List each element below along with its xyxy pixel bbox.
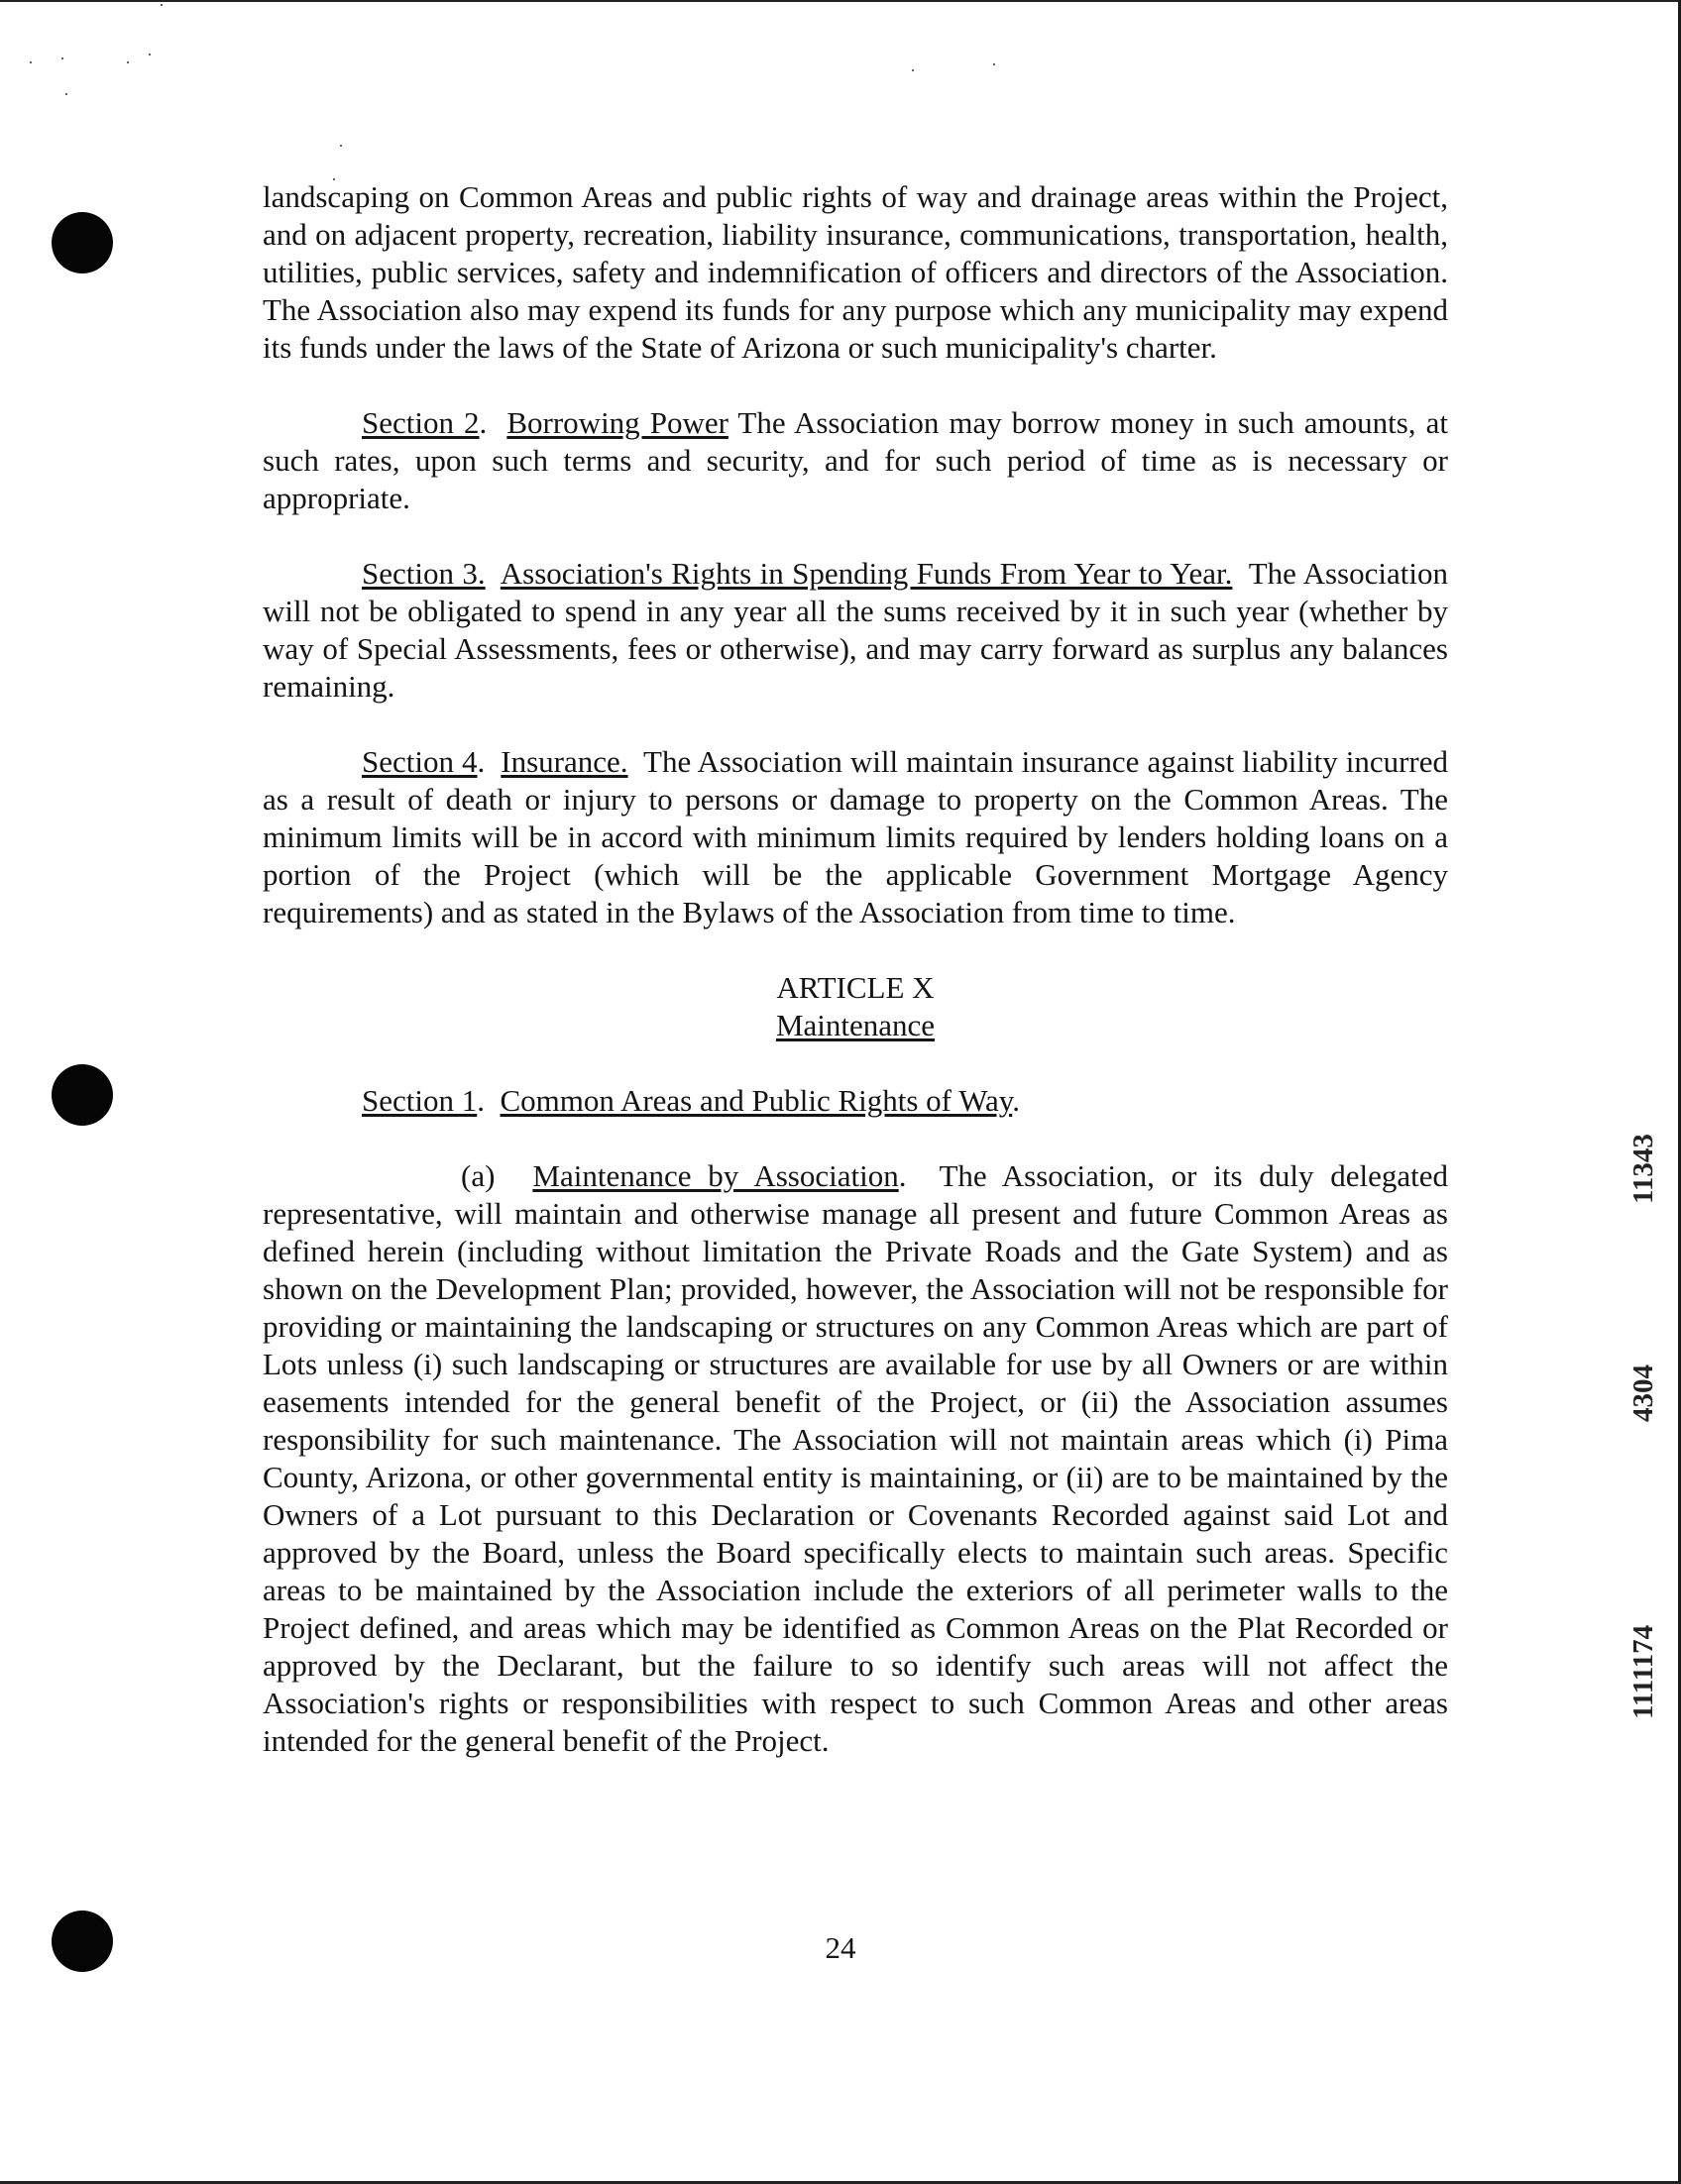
page-edge-top	[0, 0, 1681, 2]
margin-recording-stamp-middle: 4304	[1627, 1365, 1659, 1422]
article-section-1-label: Section 1	[362, 1083, 478, 1118]
scan-speck	[61, 57, 63, 59]
scan-speck	[340, 145, 342, 147]
section-4-body: The Association will maintain insurance against liability incurred as a result of death or injury to persons or damage to property on the Common Areas. The minimum limits will be in accord with minimum limits required by lenders holding loans on a portion of the Project (which will be the applicable Government Mortgage Agency requirements) and as stated in the Bylaws of the Association from time to time.	[263, 744, 1448, 929]
section-3-paragraph	[263, 555, 1448, 706]
article-section-1-heading: Section 1. Common Areas and Public Rights of Way.	[362, 1083, 1020, 1118]
document-body	[263, 178, 1448, 1760]
section-4-title: Insurance.	[501, 744, 628, 779]
section-3-title: Association's Rights in Spending Funds From Year to Year.	[500, 556, 1233, 591]
section-4-label: Section 4	[362, 744, 478, 779]
section-3-label: Section 3.	[362, 556, 486, 591]
scan-speck	[30, 61, 32, 63]
subsection-a-title: Maintenance by Association	[532, 1158, 899, 1193]
scan-speck	[161, 4, 163, 6]
paragraph-continuation: landscaping on Common Areas and public rights of way and drainage areas within the Project, and on adjacent property, recreation, liability insurance, communications, transportation, health, utilities, public services, safety and indemnification of officers and directors of the Association. The Association also may expend its funds for any purpose which any municipality may expend its funds under the laws of the State of Arizona or such municipality's charter.	[263, 179, 1448, 365]
article-section-1-title: Common Areas and Public Rights of Way	[500, 1083, 1013, 1118]
subsection-a-body: The Association, or its duly delegated representative, will maintain and otherwise manage all present and future Common Areas as defined herein (including without limitation the Private Roads and the Gate System) and as shown on the Development Plan; provided, however, the Association will not be responsible for providing or maintaining the landscaping or structures on any Common Areas which are part of Lots unless (i) such landscaping or structures are available for use by all Owners or are within easements intended for the general benefit of the Project, or (ii) the Association assumes responsibility for such maintenance. The Association will not maintain areas which (i) Pima County, Arizona, or other governmental entity is maintaining, or (ii) are to be maintained by the Owners of a Lot pursuant to this Declaration or Covenants Recorded against said Lot and approved by the Board, unless the Board specifically elects to maintain such areas. Specific areas to be maintained by the Association include the exteriors of all perimeter walls to the Project defined, and areas which may be identified as Common Areas on the Plat Recorded or approved by the Declarant, but the failure to so identify such areas will not affect the Association's rights or responsibilities with respect to such Common Areas and other areas intended for the general benefit of the Project.	[263, 1158, 1448, 1758]
scan-speck	[912, 69, 914, 71]
page-number: 24	[825, 1930, 856, 1965]
scan-speck	[149, 54, 151, 55]
section-4-paragraph: Section 4. Insurance. The Association will maintain insurance against liability incurred as a result of death or injury to persons or damage to property on the Common Areas. The minimum limits will be in accord with minimum limits required by lenders holding loans on a portion of the Project (which will be the applicable Government Mortgage Agency requirements) and as stated in the Bylaws of the Association from time to time.	[263, 744, 1448, 929]
section-3-body: The Association will not be obligated to spend in any year all the sums received by it in such year (whether by way of Special Assessments, fees or otherwise), and may carry forward as surplus any balances remaining.	[263, 556, 1448, 704]
section-2-label: Section 2	[362, 405, 480, 440]
margin-recording-stamp-upper: 11343	[1627, 1134, 1659, 1204]
article-subheading: Maintenance	[775, 1008, 936, 1042]
article-heading: ARTICLE X	[776, 970, 935, 1005]
subsection-a-paragraph: (a) Maintenance by Association. The Association, or its duly delegated representative, will maintain and otherwise manage all present and future Common Areas as defined herein (including without limitation the Private Roads and the Gate System) and as shown on the Development Plan; provided, however, the Association will not be responsible for providing or maintaining the landscaping or structures on any Common Areas which are part of Lots unless (i) such landscaping or structures are available for use by all Owners or are within easements intended for the general benefit of the Project, or (ii) the Association assumes responsibility for such maintenance. The Association will not maintain areas which (i) Pima County, Arizona, or other governmental entity is maintaining, or (ii) are to be maintained by the Owners of a Lot pursuant to this Declaration or Covenants Recorded against said Lot and approved by the Board, unless the Board specifically elects to maintain such areas. Specific areas to be maintained by the Association include the exteriors of all perimeter walls to the Project defined, and areas which may be identified as Common Areas on the Plat Recorded or approved by the Declarant, but the failure to so identify such areas will not affect the Association's rights or responsibilities with respect to such Common Areas and other areas intended for the general benefit of the Project.	[263, 1158, 1448, 1758]
section-2-title: Borrowing Power	[506, 405, 728, 440]
section-2-body: The Association may borrow money in such amounts, at such rates, upon such terms and security, and for such period of time as is necessary or appropriate.	[263, 405, 1448, 515]
scan-speck	[127, 61, 129, 63]
margin-recording-stamp-lower: 1111174	[1627, 1624, 1659, 1719]
scan-speck	[993, 63, 995, 65]
scan-speck	[65, 93, 67, 95]
subsection-a-marker: (a)	[461, 1158, 496, 1193]
punch-hole-middle	[52, 1064, 113, 1126]
punch-hole-top	[52, 212, 113, 273]
section-2-paragraph: Section 2. Borrowing Power The Association may borrow money in such amounts, at such rates, upon such terms and security, and for such period of time as is necessary or appropriate.	[263, 405, 1448, 515]
